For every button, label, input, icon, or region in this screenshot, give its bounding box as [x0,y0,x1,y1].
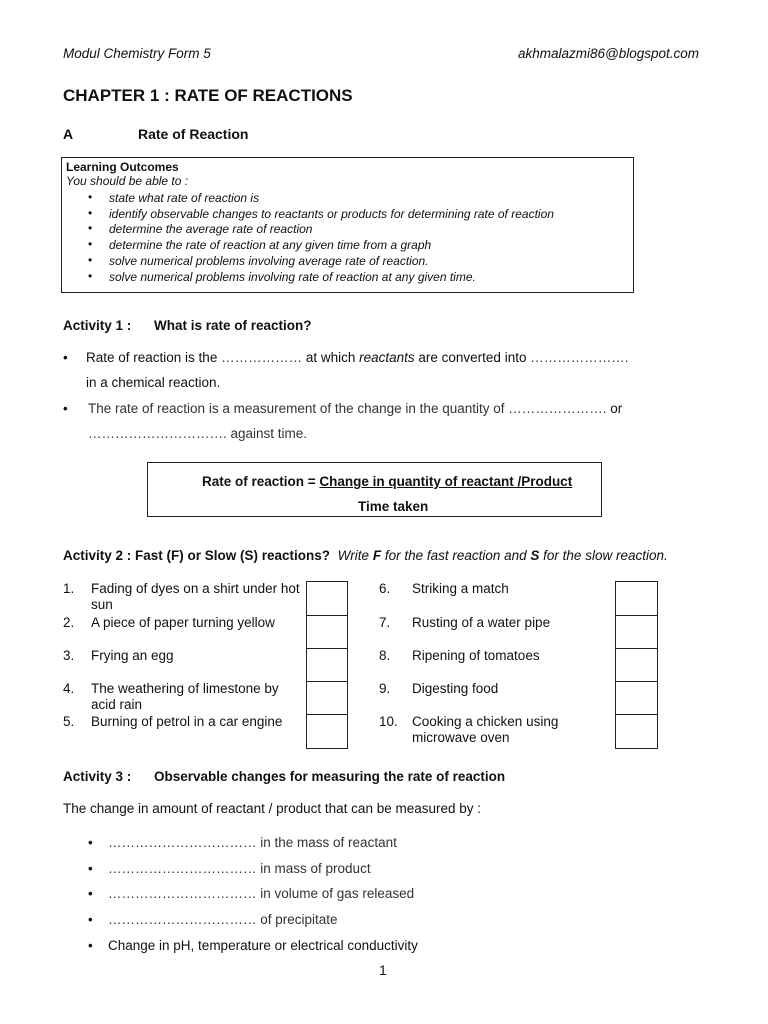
reaction-item: Rusting of a water pipe [412,615,551,630]
formula-denominator: Time taken [358,499,429,514]
item-number: 1. [63,581,75,596]
reaction-item: Ripening of tomatoes [412,648,540,663]
blank-field: …………………………… [108,886,261,901]
answer-box[interactable] [306,681,348,715]
line3-or: or [610,401,623,416]
activity2-header [63,548,668,563]
activity3-item-text: Change in pH, temperature or electrical conductivity [108,938,418,953]
learning-outcome-item: state what rate of reaction is [109,191,260,205]
section-letter: A [63,126,74,142]
activity1-line3 [88,401,622,416]
blank-field: …………………………… [108,912,261,927]
activity2-instr-b: for the fast reaction and [381,548,531,563]
answer-box[interactable] [615,615,658,649]
learning-outcome-item: determine the average rate of reaction [109,222,313,236]
header-right: akhmalazmi86@blogspot.com [518,46,700,61]
blank-field: …………………. [530,350,629,365]
learning-outcome-item: determine the rate of reaction at any given time from a graph [109,238,432,252]
activity2-label: Activity 2 : Fast (F) or Slow (S) reactions? [63,548,331,563]
activity3-item [108,861,371,876]
activity3-label: Activity 3 : [63,769,132,784]
answer-box[interactable] [306,714,348,749]
line4-text: against time. [230,426,308,441]
blank-field: …………………………. [88,426,231,441]
activity3-item [108,912,338,927]
item-number: 7. [379,615,391,630]
bullet-icon: • [88,253,93,267]
item-number: 5. [63,714,75,729]
item-number: 6. [379,581,391,596]
answer-box[interactable] [306,581,348,616]
item-number: 8. [379,648,391,663]
line1-text-c: are converted into [414,350,531,365]
formula-lhs: Rate of reaction = [202,474,320,489]
bullet-icon: • [63,350,68,365]
blank-field: …………………………… [108,835,261,850]
answer-box[interactable] [306,615,348,649]
bullet-icon: • [88,206,93,220]
reaction-item: The weathering of limestone by acid rain [91,681,279,712]
answer-box[interactable] [615,714,658,749]
reaction-item: Digesting food [412,681,499,696]
answer-box[interactable] [306,648,348,682]
section-title: Rate of Reaction [138,126,249,142]
formula-numerator: Change in quantity of reactant /Product [319,474,573,489]
reaction-item: Burning of petrol in a car engine [91,714,283,729]
bullet-icon: • [88,938,93,953]
learning-outcome-item: solve numerical problems involving rate of reaction at any given time. [109,270,476,284]
activity3-item-text: in volume of gas released [260,886,415,901]
activity1-title: What is rate of reaction? [154,318,312,333]
answer-box[interactable] [615,681,658,715]
item-number: 10. [379,714,398,729]
reaction-item: Cooking a chicken using microwave oven [412,714,559,745]
bullet-icon: • [88,237,93,251]
activity2-instr-a: Write [337,548,373,563]
blank-field: …………………. [508,401,611,416]
learning-outcomes-intro: You should be able to : [66,174,189,188]
blank-field: ……………… [221,350,303,365]
page-number: 1 [379,962,387,978]
bullet-icon: • [88,221,93,235]
activity1-line4 [88,426,307,441]
activity3-item [108,886,414,901]
item-number: 3. [63,648,75,663]
item-number: 9. [379,681,391,696]
line1-text-a: Rate of reaction is the [86,350,222,365]
reaction-item: A piece of paper turning yellow [91,615,275,630]
bullet-icon: • [63,401,68,416]
bullet-icon: • [88,886,93,901]
reaction-item: Frying an egg [91,648,174,663]
bullet-icon: • [88,912,93,927]
item-number: 2. [63,615,75,630]
answer-box[interactable] [615,648,658,682]
bullet-icon: • [88,269,93,283]
formula-numerator-line [202,474,572,489]
learning-outcomes-title: Learning Outcomes [66,160,179,174]
learning-outcome-item: identify observable changes to reactants or products for determining rate of reaction [109,207,554,221]
activity2-instr-f: F [372,548,382,563]
activity3-item-text: of precipitate [260,912,338,927]
activity3-item-text: in the mass of reactant [260,835,397,850]
bullet-icon: • [88,835,93,850]
learning-outcome-item: solve numerical problems involving average rate of reaction. [109,254,429,268]
activity1-line2: in a chemical reaction. [86,375,221,390]
item-number: 4. [63,681,75,696]
activity3-intro: The change in amount of reactant / product that can be measured by : [63,801,482,816]
header-left: Modul Chemistry Form 5 [63,46,211,61]
line3-text: The rate of reaction is a measurement of the change in the quantity of [88,401,509,416]
activity3-item-text: in mass of product [260,861,371,876]
activity2-instr-s: S [530,548,540,563]
activity1-line1 [86,350,628,365]
answer-box[interactable] [615,581,658,616]
activity1-label: Activity 1 : [63,318,132,333]
activity3-item [108,835,397,850]
line1-text-b: at which [302,350,360,365]
line1-reactants: reactants [359,350,415,365]
reaction-item: Striking a match [412,581,509,596]
reaction-item: Fading of dyes on a shirt under hot sun [91,581,300,612]
chapter-title: CHAPTER 1 : RATE OF REACTIONS [63,86,353,105]
bullet-icon: • [88,190,93,204]
blank-field: …………………………… [108,861,261,876]
bullet-icon: • [88,861,93,876]
activity3-item [108,938,418,953]
activity3-title: Observable changes for measuring the rate of reaction [154,769,506,784]
activity2-instr-c: for the slow reaction. [539,548,668,563]
